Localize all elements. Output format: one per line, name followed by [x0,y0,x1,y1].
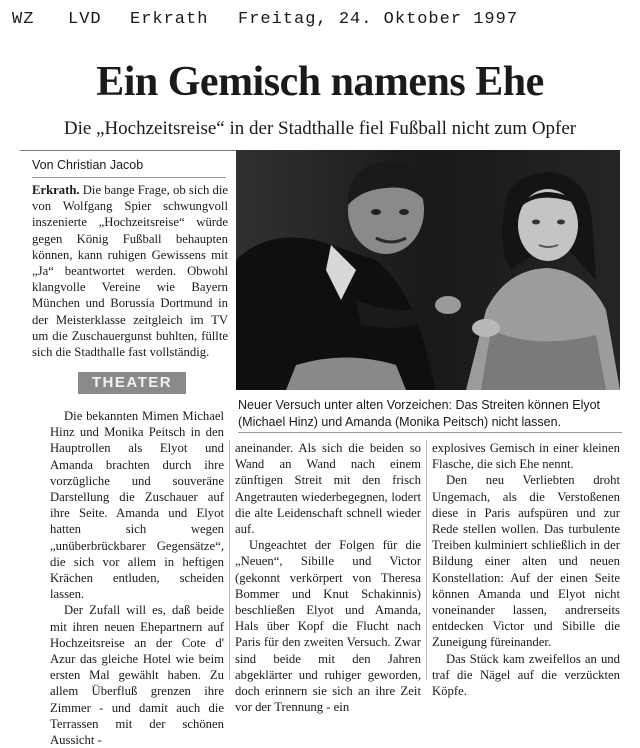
caption-line-2: (Michael Hinz) und Amanda (Monika Peitsch) nicht lassen. [238,414,562,429]
article-subheadline: Die „Hochzeitsreise“ in der Stadthalle fiel Fußball nicht zum Opfer [63,118,577,139]
caption-line-1: Neuer Versuch unter alten Vorzeichen: Das Streiten können Elyot [238,398,601,412]
paragraph: Der Zufall will es, daß beide mit ihren neuen Ehepartnern auf Hochzeitsreise an der Cote d' Azur das gleiche Hotel wie beim ersten Mal gewählt haben. Zu allem Überfluß grenzen ihre Zimmer - und damit auch die Terrassen mit der schönen Aussicht - [50,603,224,748]
article-column-2 [235,440,421,715]
photo-illustration [236,150,620,390]
article-column-1 [50,408,224,748]
paragraph: Ungeachtet der Folgen für die „Neuen“, Sibille und Victor (gekonnt verkörpert von Theresa Bommer und Knut Schakinnis) beschließen Elyot und Amanda, Hals über Kopf die Flucht nach Paris für den zweiten Versuch. Zwar sind beide mit den Jahren abgeklärter und ruhiger geworden, doch erinnern sie sich an ihre Zeit vor der Trennung - ein [235,538,421,715]
paper-name: WZ [12,10,35,29]
article-column-3 [432,440,620,699]
paragraph: Das Stück kam zweifellos an und traf die Nägel auf die verzückten Köpfe. [432,651,620,699]
byline: Von Christian Jacob [32,158,144,172]
byline-rule [32,177,226,178]
article-photo [236,150,620,390]
column-divider [229,440,230,680]
edition-code: LVD [68,10,102,29]
column-divider [426,440,427,680]
photo-caption [238,397,622,430]
publication-date: Freitag, 24. Oktober 1997 [238,10,519,29]
dateline: Erkrath. [32,183,80,197]
city-name: Erkrath [130,10,209,29]
article-headline: Ein Gemisch namens Ehe [96,59,544,105]
paragraph: explosives Gemisch in einer kleinen Flasche, die sich Ehe nennt. [432,441,620,472]
intro-text: Die bange Frage, ob sich die von Wolfgang Spier schwungvoll inszenierte „Hochzeitsreise“ würde gegen König Fußball behaupten können, kann ruhigen Gewissens mit „Ja“ beantwortet werden. Obwohl klangvolle Vereine wie Bayern München und Borussia Dortmund in der Meisterklasse zeitgleich im TV um die Zuschauergunst buhlten, füllte sich die Stadthalle fast vollständig. [32,183,228,360]
intro-paragraph [32,182,228,360]
newspaper-header-line [12,10,628,36]
paragraph: aneinander. Als sich die beiden so Wand an Wand nach einem zünftigen Streit mit den frisch Angetrauten wiederbegegnen, lodert die alte Leidenschaft schnell wieder auf. [235,441,421,537]
paragraph: Den neu Verliebten droht Ungemach, als die Verstoßenen diese in Paris aufspüren und zur Rede stellen wollen. Das turbulente Treiben kulminiert schließlich in der Bildung einer alten und neuen Konstellation: Auf der einen Seite können Amanda und Elyot nicht voneinander lassen, andrerseits entdecken Victor und Sibille die Zuneigung füreinander. [432,473,620,650]
caption-rule [238,432,622,433]
section-label-theater: THEATER [78,372,186,394]
paragraph: Die bekannten Mimen Michael Hinz und Monika Peitsch in den Hauptrollen als Elyot und Amanda brachten durch ihre vorzügliche und souveräne Darstellung die Zuschauer auf ihre Seite. Amanda und Elyot hatten sich wegen „unüberbrückbarer Gegensätze“, die sich vor allem in heftigen Krächen entluden, scheiden lassen. [50,409,224,602]
